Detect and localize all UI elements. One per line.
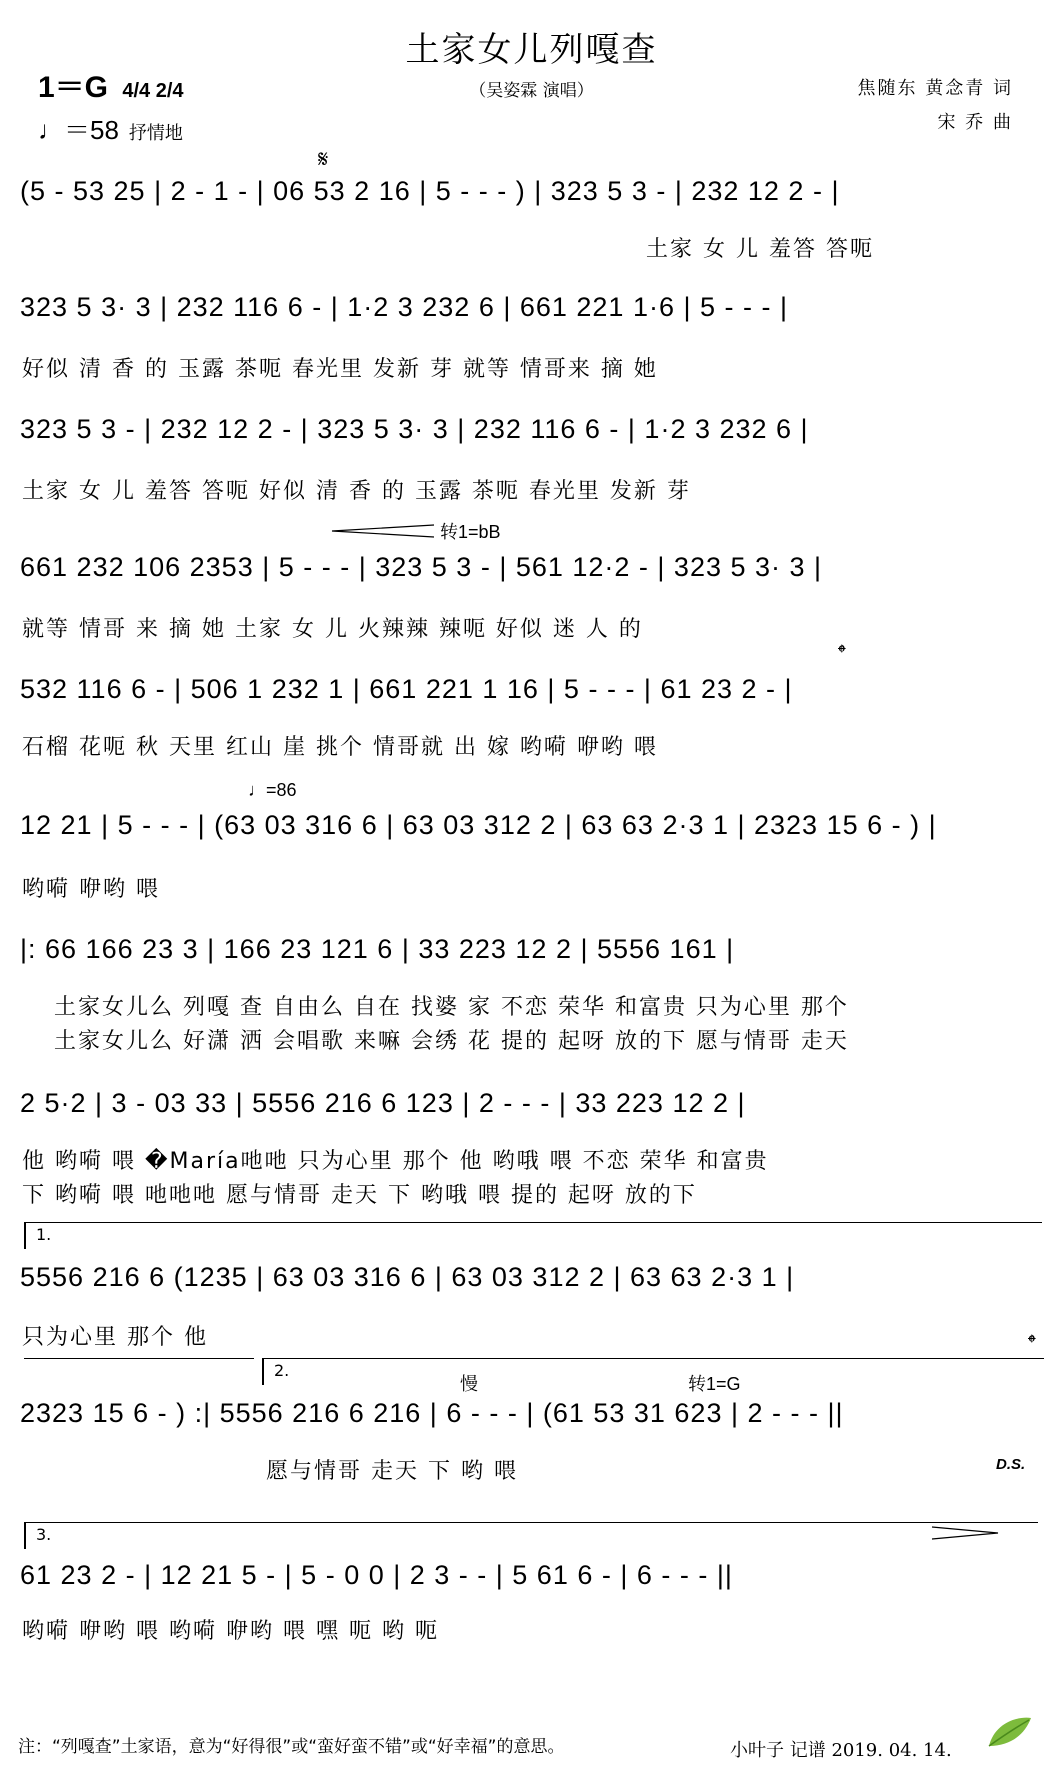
tempo-style: 抒情地 xyxy=(128,123,183,143)
second-ending-bracket: 2. xyxy=(262,1358,1044,1385)
performer-subtitle: （吴姿霖 演唱） xyxy=(469,81,594,101)
ds-mark: D.S. xyxy=(996,1456,1026,1473)
lyrics-row-11: 哟嗬 咿哟 喂 哟嗬 咿哟 喂 嘿 呃 哟 呃 xyxy=(22,1619,439,1644)
lyrics-row-8-verse-2: 下 哟嗬 喂 吔吔吔 愿与情哥 走天 下 哟哦 喂 提的 起呀 放的下 xyxy=(22,1183,697,1208)
lyrics-row-6: 哟嗬 咿哟 喂 xyxy=(22,877,160,902)
slow-mark: 慢 xyxy=(460,1374,478,1394)
score-row-7: |: 66 166 23 3 | 166 23 121 6 | 33 223 12 2 | 5556 161 | xyxy=(20,934,735,964)
modulation-mark: 转1=bB xyxy=(440,522,501,542)
lyrics-row-5: 石榴 花呃 秋 天里 红山 崖 挑个 情哥就 出 嫁 哟嗬 咿哟 喂 xyxy=(22,735,658,760)
score-row-3: 323 5 3 - | 232 12 2 - | 323 5 3· 3 | 232 116 6 - | 1·2 3 232 6 | xyxy=(20,414,809,444)
coda-icon-2: 𝄌 xyxy=(1028,1330,1036,1355)
first-ending-bracket: 1. xyxy=(24,1222,1042,1249)
segno-icon: 𝄋 xyxy=(318,146,329,173)
tempo-marking xyxy=(38,110,183,147)
lyrics-row-9: 只为心里 那个 他 xyxy=(22,1325,208,1350)
transcriber-signature: 小叶子 记谱 2019. 04. 14. xyxy=(730,1740,952,1761)
lyrics-row-3: 土家 女 儿 羞答 答呃 好似 清 香 的 玉露 茶呃 春光里 发新 芽 xyxy=(22,479,691,504)
score-row-5: 532 116 6 - | 506 1 232 1 | 661 221 1 16 | 5 - - - | 61 23 2 - | xyxy=(20,674,793,704)
lyrics-row-4: 就等 情哥 来 摘 她 土家 女 儿 火辣辣 辣呃 好似 迷 人 的 xyxy=(22,617,643,642)
score-row-10: 2323 15 6 - ) :| 5556 216 6 216 | 6 - - - | (61 53 31 623 | 2 - - - || xyxy=(20,1398,844,1428)
lyrics-row-7-verse-2: 土家女儿么 好潇 洒 会唱歌 来嘛 会绣 花 提的 起呀 放的下 愿与情哥 走天 xyxy=(54,1029,849,1054)
lyrics-row-10: 愿与情哥 走天 下 哟 喂 xyxy=(266,1459,518,1484)
modulation-mark-2: 转1=G xyxy=(688,1374,741,1394)
coda-icon: 𝄌 xyxy=(838,640,846,665)
crescendo-hairpin-icon xyxy=(330,524,435,538)
score-row-9: 5556 216 6 (1235 | 63 03 316 6 | 63 03 312 2 | 63 63 2·3 1 | xyxy=(20,1262,795,1292)
quarter-note-icon: ♩ xyxy=(38,115,64,145)
score-row-8: 2 5·2 | 3 - 03 33 | 5556 216 6 123 | 2 - - - | 33 223 12 2 | xyxy=(20,1088,746,1118)
time-signature: 4/4 2/4 xyxy=(122,80,184,102)
score-row-4: 661 232 106 2353 | 5 - - - | 323 5 3 - | 561 12·2 - | 323 5 3· 3 | xyxy=(20,552,823,582)
score-row-1: (5 - 53 25 | 2 - 1 - | 06 53 2 16 | 5 - - - ) | 323 5 3 - | 232 12 2 - | xyxy=(20,176,840,206)
key-time-signature xyxy=(38,62,184,106)
lyricist-credit: 焦随东 黄念青 词 xyxy=(857,78,1013,99)
third-ending-bracket: 3. xyxy=(24,1522,1038,1549)
score-row-2: 323 5 3· 3 | 232 116 6 - | 1·2 3 232 6 | 661 221 1·6 | 5 - - - | xyxy=(20,292,789,322)
lyrics-row-2: 好似 清 香 的 玉露 茶呃 春光里 发新 芽 就等 情哥来 摘 她 xyxy=(22,357,658,382)
leaf-icon xyxy=(985,1712,1033,1752)
tempo-value: ＝58 xyxy=(64,115,119,145)
score-row-11: 61 23 2 - | 12 21 5 - | 5 - 0 0 | 2 3 - - | 5 61 6 - | 6 - - - || xyxy=(20,1560,733,1590)
footnote: 注：“列嘎查”土家语，意为“好得很”或“蛮好蛮不错”或“好幸福”的意思。 xyxy=(18,1737,565,1757)
lyrics-row-8-verse-1: 他 哟嗬 喂 �María吔吔 只为心里 那个 他 哟哦 喂 不恋 荣华 和富贵 xyxy=(22,1149,769,1174)
composer-credit: 宋 乔 曲 xyxy=(937,112,1013,133)
lyrics-row-7-verse-1: 土家女儿么 列嘎 查 自由么 自在 找婆 家 不恋 荣华 和富贵 只为心里 那个 xyxy=(54,995,849,1020)
lyrics-row-1: 土家 女 儿 羞答 答呃 xyxy=(646,237,874,262)
repeat-bracket-line xyxy=(24,1358,254,1385)
tempo-change-mark: ♩=86 xyxy=(248,780,297,800)
score-row-6: 12 21 | 5 - - - | (63 03 316 6 | 63 03 312 2 | 63 63 2·3 1 | 2323 15 6 - ) | xyxy=(20,810,937,840)
key-signature: 1＝G xyxy=(38,71,109,104)
page-title: 土家女儿列嘎查 xyxy=(405,30,658,70)
